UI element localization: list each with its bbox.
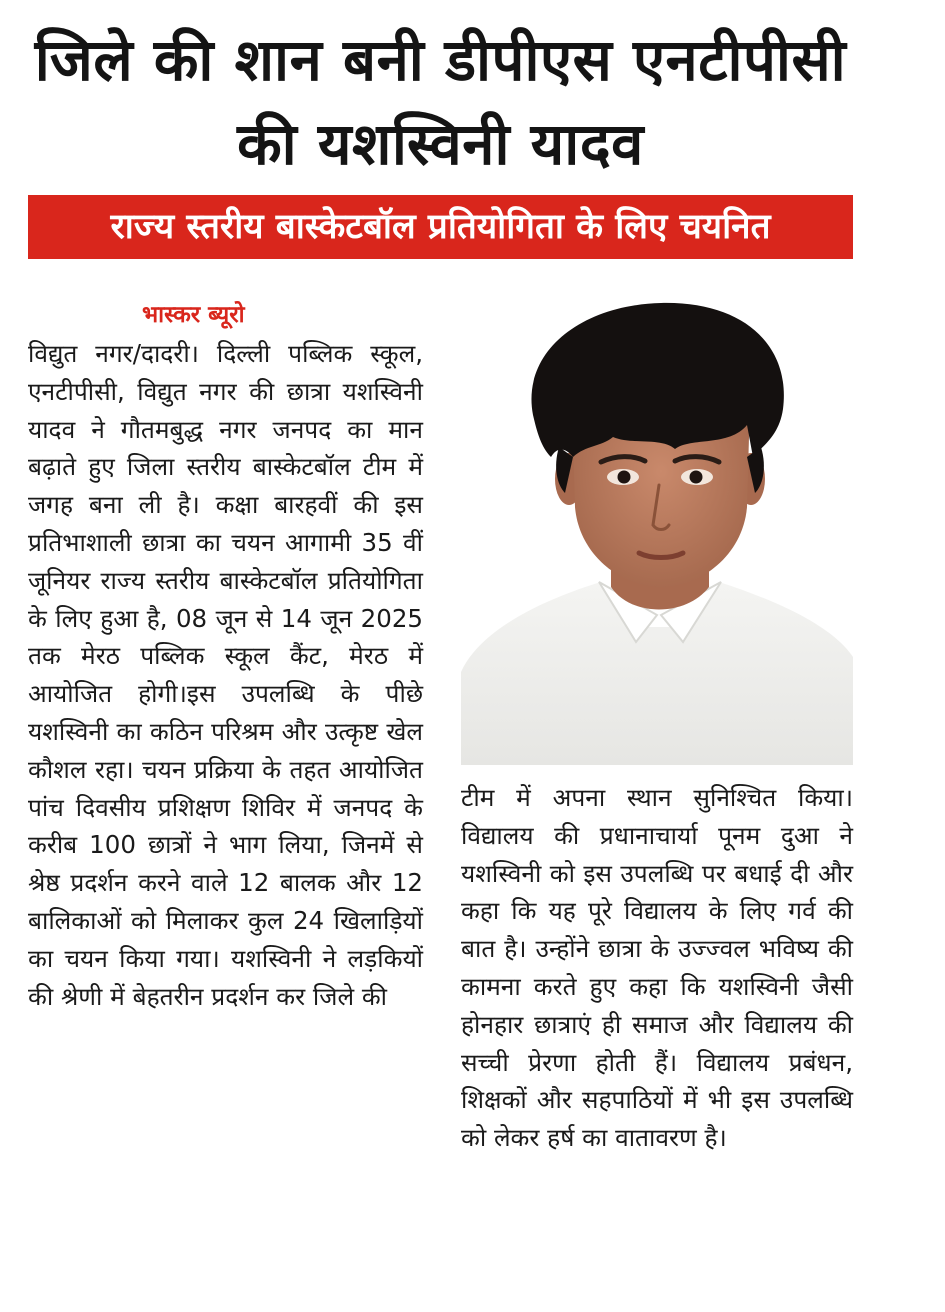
article-body-left-column: विद्युत नगर/दादरी। दिल्ली पब्लिक स्कूल, एनटीपीसी, विद्युत नगर की छात्रा यशस्विनी यादव ने गौतमबुद्ध नगर जनपद का मान बढ़ाते हुए जिला स्तरीय बास्केटबॉल टीम में जगह बना ली है। कक्षा बारहवीं की इस प्रतिभाशाली छात्रा का चयन आगामी 35 वीं जूनियर राज्य स्तरीय बास्केटबॉल प्रतियोगिता के लिए हुआ है, 08 जून से 14 जून 2025 तक मेरठ पब्लिक स्कूल कैंट, मेरठ में आयोजित होगी।इस उपलब्धि के पीछे यशस्विनी का कठिन परिश्रम और उत्कृष्ट खेल कौशल रहा। चयन प्रक्रिया के तहत आयोजित पांच दिवसीय प्रशिक्षण शिविर में जनपद के करीब 100 छात्रों ने भाग लिया, जिनमें से श्रेष्ठ प्रदर्शन करने वाले 12 बालक और 12 बालिकाओं को मिलाकर कुल 24 खिलाड़ियों का चयन किया गया। यशस्विनी ने लड़कियों की श्रेणी में बेहतरीन प्रदर्शन कर जिले की [28, 339, 423, 1011]
headline-line-2: की यशस्विनी यादव [237, 110, 644, 178]
byline: भास्कर ब्यूरो [142, 302, 245, 328]
subheadline-banner: राज्य स्तरीय बास्केटबॉल प्रतियोगिता के लिए चयनित [28, 195, 853, 259]
headline-line-1: जिले की शान बनी डीपीएस एनटीपीसी [34, 26, 847, 94]
article-body-right-column: टीम में अपना स्थान सुनिश्चित किया। विद्यालय की प्रधानाचार्या पूनम दुआ ने यशस्विनी को इस उपलब्धि पर बधाई दी और कहा कि यह पूरे विद्यालय के लिए गर्व की बात है। उन्होंने छात्रा के उज्ज्वल भविष्य की कामना करते हुए कहा कि यशस्विनी जैसी होनहार छात्राएं ही समाज और विद्यालय की सच्ची प्रेरणा होती हैं। विद्यालय प्रबंधन, शिक्षकों और सहपाठियों में भी इस उपलब्धि को लेकर हर्ष का वातावरण है। [461, 783, 853, 1153]
portrait-illustration [461, 297, 853, 765]
headline [28, 18, 853, 186]
student-portrait-photo [461, 297, 853, 765]
